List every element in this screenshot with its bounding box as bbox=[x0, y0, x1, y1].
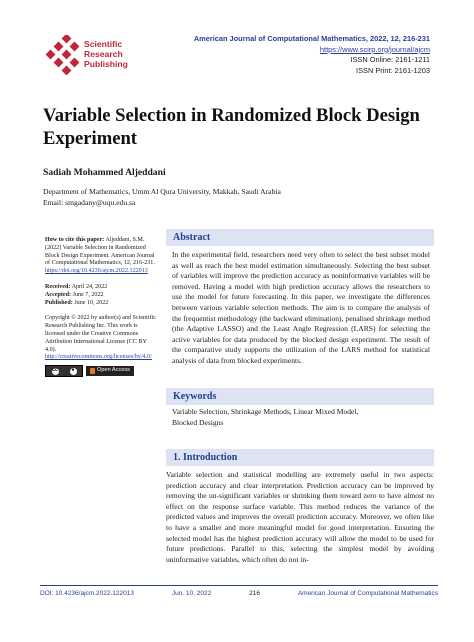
copyright-block bbox=[45, 315, 158, 377]
paper-title: Variable Selection in Randomized Block Design Experiment bbox=[43, 105, 420, 149]
affiliation-text: Department of Mathematics, Umm Al Qura University, Makkah, Saudi Arabia bbox=[43, 187, 281, 196]
abstract-heading-bar bbox=[166, 229, 434, 246]
cite-label: How to cite this paper: bbox=[45, 237, 105, 243]
footer-date: Jun. 10, 2022 bbox=[171, 590, 212, 597]
introduction-heading-bar bbox=[166, 449, 434, 466]
open-access-label: Open Access bbox=[97, 367, 130, 374]
introduction-heading: 1. Introduction bbox=[173, 452, 238, 463]
author-name: Sadiah Mohammed Aljeddani bbox=[43, 167, 166, 178]
journal-citation: American Journal of Computational Mathematics, 2022, 12, 216-231 bbox=[193, 34, 430, 43]
keywords-line: Variable Selection, Shrinkage Methods, Linear Mixed Model, bbox=[172, 407, 359, 416]
cc-by-badge[interactable] bbox=[45, 365, 83, 377]
journal-url-link[interactable]: https://www.scirp.org/journal/ajcm bbox=[319, 44, 430, 54]
publisher-name bbox=[84, 39, 128, 69]
page-footer bbox=[40, 590, 438, 597]
dates-block bbox=[45, 284, 158, 307]
journal-info bbox=[194, 34, 430, 76]
footer-divider bbox=[40, 585, 438, 586]
keywords-heading: Keywords bbox=[173, 391, 217, 402]
open-lock-icon bbox=[90, 368, 95, 374]
by-icon: ● bbox=[71, 367, 75, 374]
accepted-date: June 7, 2022 bbox=[72, 291, 104, 298]
license-link[interactable]: http://creativecommons.org/licenses/by/4.0/ bbox=[45, 354, 152, 361]
open-access-badge[interactable] bbox=[86, 366, 134, 376]
cc-icon: cc bbox=[52, 367, 58, 374]
introduction-text: Variable selection and statistical modelling are extremely useful in two aspects: prediction accuracy and clear interpretation. Prediction accuracy can be improved by removing the un-significant variables or shrinking them toward zero to have almost no effect on the response surface variable. This method reduces the variance of the predicted values and improves the overall prediction accuracy. Moreover, we often like to have a smaller and more meaningful model for good interpretation. Ensuring the selected model has the highest prediction accuracy will allow the model to be used for future predictions. Parallel to this, selecting the simplest model by avoiding uninformative variables, which often do not in- bbox=[166, 470, 434, 564]
keywords-line: Blocked Designs bbox=[172, 417, 224, 427]
published-date: June 10, 2022 bbox=[74, 299, 109, 306]
abstract-heading: Abstract bbox=[173, 232, 211, 243]
issn-print: ISSN Print: 2161-1203 bbox=[356, 65, 430, 75]
doi-link[interactable]: https://doi.org/10.4236/ajcm.2022.122013 bbox=[45, 268, 148, 275]
footer-doi[interactable]: DOI: 10.4236/ajcm.2022.122013 bbox=[40, 590, 134, 597]
received-label: Received: bbox=[45, 283, 71, 290]
license-badges bbox=[45, 365, 158, 377]
publisher-name-line: Research bbox=[84, 49, 123, 59]
keywords-list bbox=[172, 407, 430, 428]
page-number: 216 bbox=[249, 590, 260, 597]
citation-block bbox=[45, 237, 158, 276]
article-sidebar bbox=[45, 237, 158, 385]
published-label: Published: bbox=[45, 299, 73, 306]
cite-text: Aljeddani, S.M. (2022) Variable Selection in Randomized Block Design Experiment. American Journal of Computational Mathematics, 12, 216-231. bbox=[45, 237, 155, 267]
copyright-text: Copyright © 2022 by author(s) and Scientific Research Publishing Inc. This work is licensed under the Creative Commons Attribution International License (CC BY 4.0). bbox=[45, 315, 156, 353]
issn-online: ISSN Online: 2161-1211 bbox=[350, 55, 430, 64]
footer-journal: American Journal of Computational Mathematics bbox=[297, 590, 438, 597]
publisher-name-line: Scientific bbox=[84, 39, 123, 49]
abstract-text: In the experimental field, researchers need very often to select the best subset model as well as reach the best model estimation simultaneously. Selecting the best subset of variables will improve the prediction accuracy as noninformative variables will be removed. Having a model with high prediction accuracy allows the researchers to use the model for future forecasting. In this paper, we investigate the differences between various variable selection methods. The aim is to compare the analysis of the frequentist methodology (the backward elimination), penalised shrinkage method (the Adaptive LASSO) and the Least Angle Regression (LARS) for selecting the active variables for data produced by the blocked design experiment. The result of the comparative study supports the utilization of the LARS method for statistical analysis of data from blocked experiments. bbox=[172, 250, 430, 365]
author-email: Email: smgadany@uqu.edu.sa bbox=[43, 197, 136, 207]
author-affiliation bbox=[43, 187, 281, 208]
keywords-heading-bar bbox=[166, 388, 434, 405]
accepted-label: Accepted: bbox=[45, 291, 72, 298]
publisher-name-line: Publishing bbox=[84, 59, 128, 69]
received-date: April 24, 2022 bbox=[71, 283, 108, 290]
publisher-logo-icon bbox=[45, 35, 87, 75]
